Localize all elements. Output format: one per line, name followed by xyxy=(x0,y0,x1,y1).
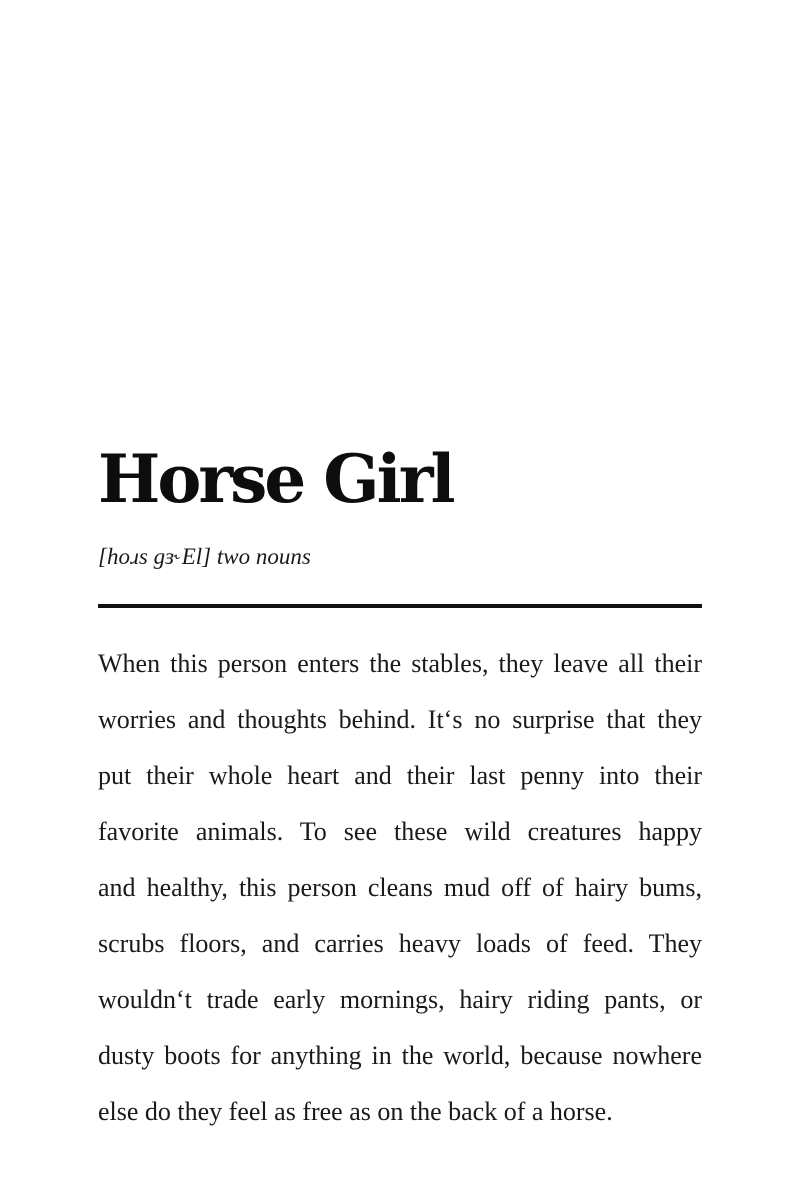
pronunciation: [hoɹs gɜ˞El] two nouns xyxy=(98,544,311,569)
definition-line: put their whole heart and their last penny into their xyxy=(98,761,702,790)
definition-card xyxy=(98,438,702,1140)
definition-line: worries and thoughts behind. It‘s no surprise that they xyxy=(98,705,702,734)
definition-line: scrubs floors, and carries heavy loads of feed. They xyxy=(98,929,702,958)
divider xyxy=(98,604,702,608)
definition-line: else do they feel as free as on the back of a horse. xyxy=(98,1097,613,1126)
definition-line: wouldn‘t trade early mornings, hairy riding pants, or xyxy=(98,985,702,1014)
definition-line: When this person enters the stables, they leave all their xyxy=(98,649,702,678)
definition-line: dusty boots for anything in the world, because nowhere xyxy=(98,1041,702,1070)
definition-line: favorite animals. To see these wild creatures happy xyxy=(98,817,702,846)
page-title: Horse Girl xyxy=(98,440,453,518)
definition-text xyxy=(98,636,702,1140)
definition-line: and healthy, this person cleans mud off of hairy bums, xyxy=(98,873,702,902)
